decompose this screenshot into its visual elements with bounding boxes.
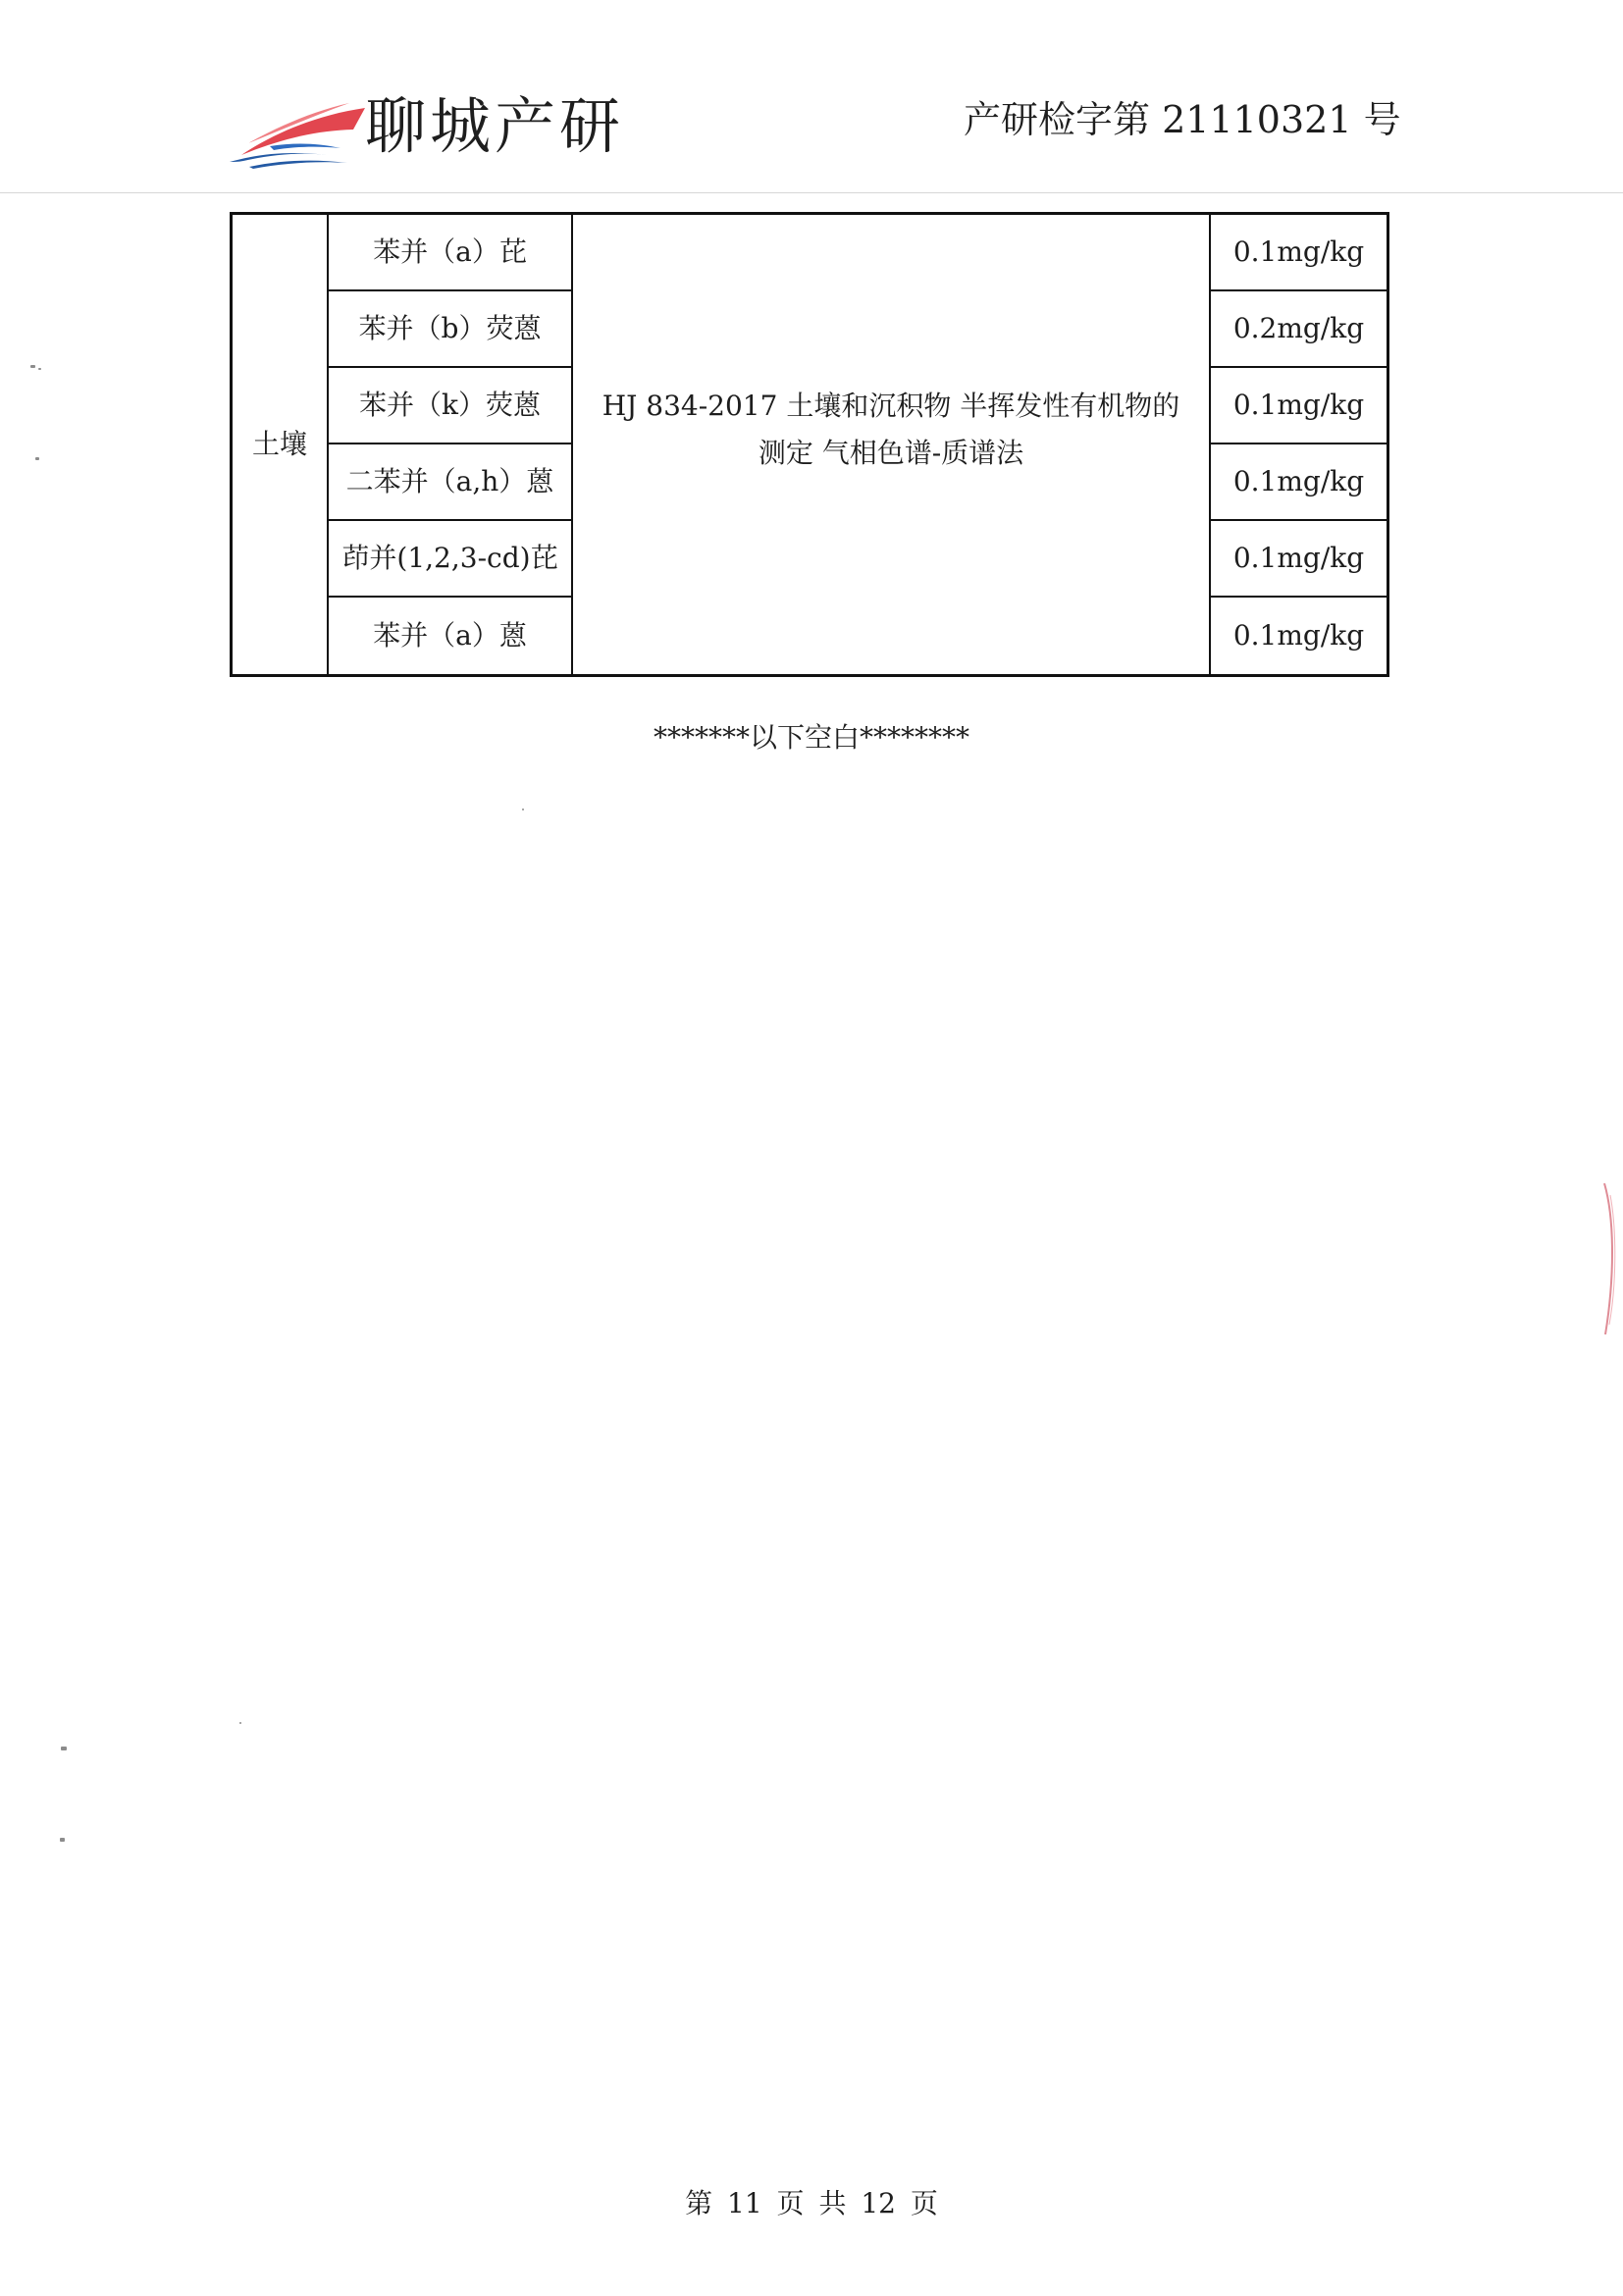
- report-number: 产研检字第 21110321 号: [964, 98, 1401, 141]
- company-logo-icon: [224, 86, 371, 169]
- company-name: 聊城产研: [365, 90, 625, 162]
- header-divider: [0, 192, 1623, 193]
- blank-below-note: *******以下空白********: [653, 721, 969, 754]
- table-row-item: 苯并（b）荧蒽: [329, 291, 573, 368]
- scan-speck: [522, 809, 524, 810]
- edge-mark-icon: [1597, 1177, 1623, 1344]
- page-number: 第 11 页 共 12 页: [685, 2187, 938, 2219]
- table-row-item: 二苯并（a,h）蒽: [329, 444, 573, 521]
- table-row-limit: 0.1mg/kg: [1211, 444, 1387, 521]
- matrix-cell: 土壤: [233, 215, 329, 674]
- scan-speck: [61, 1747, 67, 1750]
- table-row-item: 茚并(1,2,3-cd)芘: [329, 521, 573, 598]
- method-text: HJ 834-2017 土壤和沉积物 半挥发性有机物的测定 气相色谱-质谱法: [602, 390, 1180, 469]
- detection-limit-table: [230, 212, 1389, 677]
- scan-speck: [38, 368, 41, 370]
- scan-speck: [239, 1722, 241, 1724]
- table-row-limit: 0.1mg/kg: [1232, 619, 1365, 652]
- table-row-item: 苯并（a）芘: [329, 215, 573, 291]
- table-row-item: 苯并（k）荧蒽: [329, 368, 573, 444]
- scan-speck: [30, 365, 35, 368]
- table-row-limit: 0.1mg/kg: [1211, 215, 1387, 291]
- scan-speck: [60, 1838, 65, 1842]
- method-cell: [573, 215, 1211, 674]
- report-header: [0, 0, 1623, 196]
- table-row-limit: 0.2mg/kg: [1211, 291, 1387, 368]
- scan-speck: [35, 457, 39, 460]
- table-row-limit: 0.1mg/kg: [1211, 368, 1387, 444]
- table-row-limit: 0.1mg/kg: [1211, 521, 1387, 598]
- table-row-item: 苯并（a）蒽: [329, 598, 573, 674]
